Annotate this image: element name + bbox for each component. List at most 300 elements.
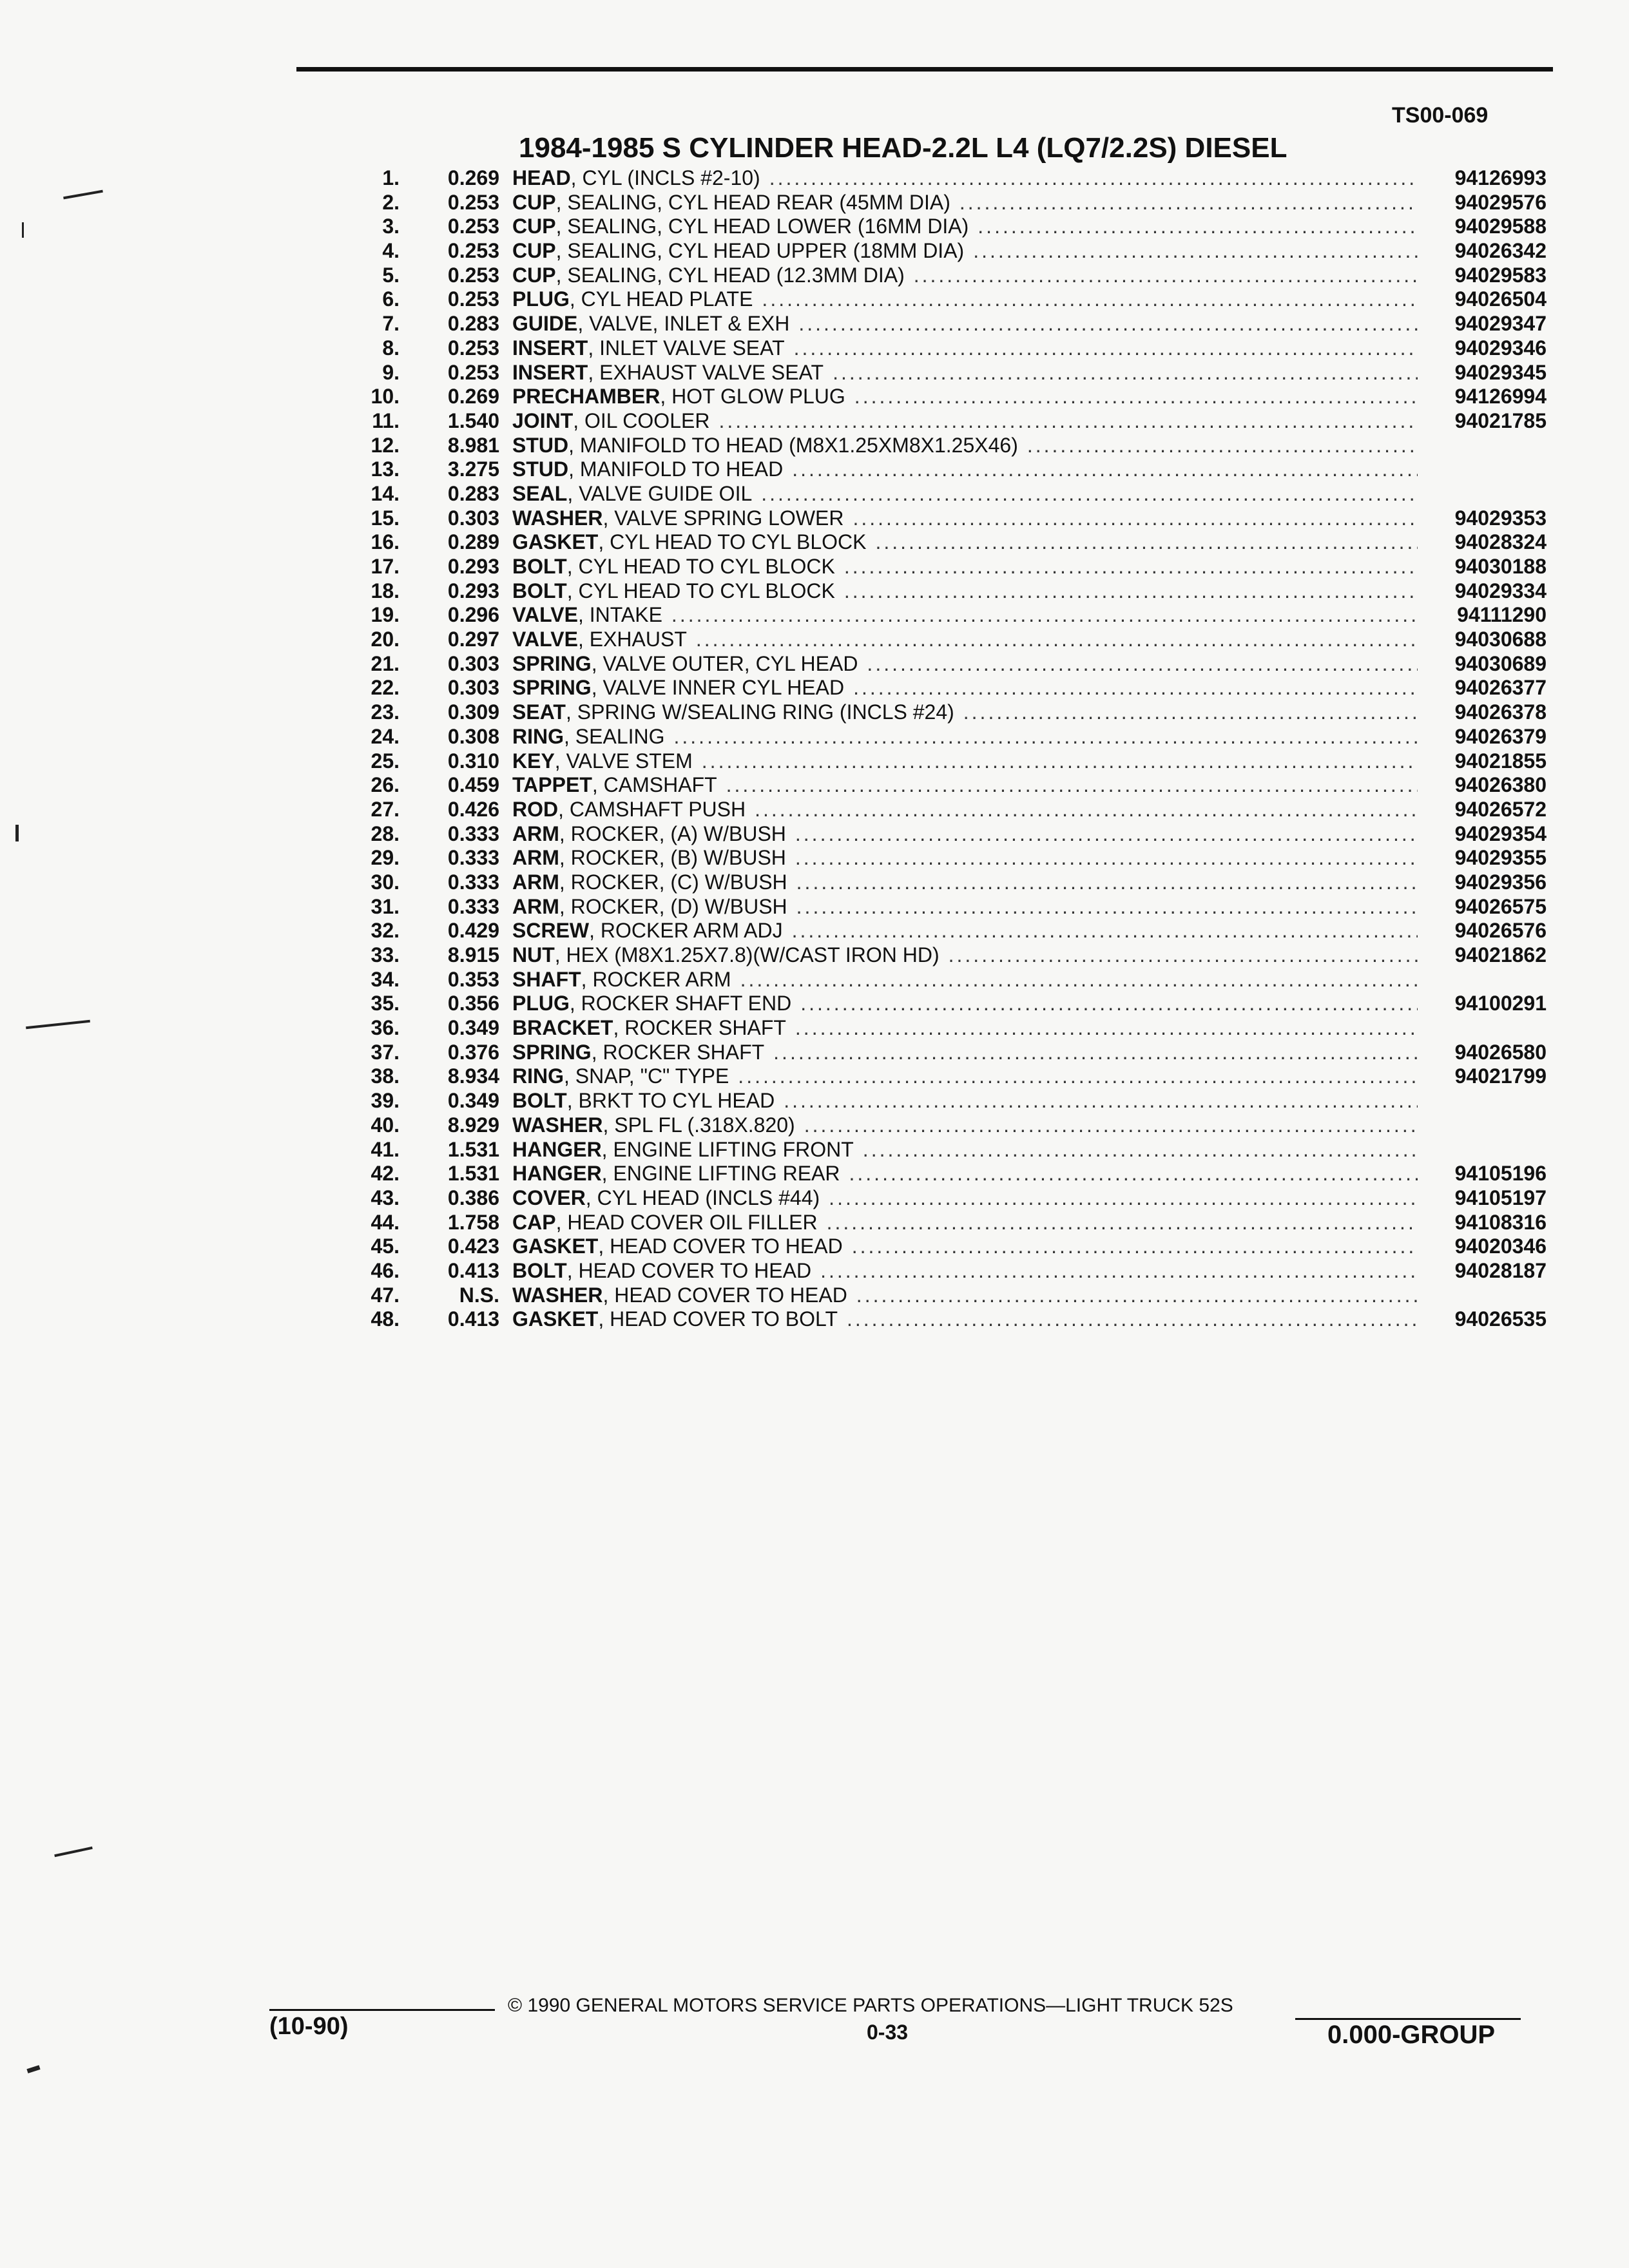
- item-number: 40.: [371, 1113, 400, 1137]
- part-detail: , HEAD COVER OIL FILLER: [555, 1210, 818, 1234]
- item-number: 12.: [371, 433, 400, 457]
- item-number: 27.: [371, 797, 400, 821]
- dot-leader: [853, 676, 1418, 700]
- part-number: 94029354: [1454, 822, 1547, 845]
- document-code: TS00-069: [1392, 103, 1489, 128]
- group-code: 0.283: [447, 481, 499, 505]
- group-code: 0.309: [447, 700, 499, 724]
- part-name: WASHER: [512, 506, 603, 530]
- item-number: 1.: [382, 166, 400, 189]
- group-code: 1.531: [447, 1162, 499, 1186]
- part-detail: , MANIFOLD TO HEAD: [568, 457, 784, 481]
- group-code: 0.353: [447, 967, 499, 991]
- parts-row: [335, 1186, 1547, 1211]
- dot-leader: [844, 579, 1418, 603]
- group-code: 0.333: [447, 870, 499, 894]
- part-name: SCREW: [512, 919, 590, 943]
- part-description: [512, 1089, 1418, 1113]
- parts-row: [335, 895, 1547, 919]
- part-description: [512, 555, 1418, 579]
- part-number: 94026576: [1454, 919, 1547, 943]
- part-name: RING: [512, 724, 564, 748]
- part-description: [512, 312, 1418, 336]
- item-number: 47.: [371, 1283, 400, 1307]
- part-detail: , SPRING W/SEALING RING (INCLS #24): [565, 700, 954, 724]
- parts-row: [335, 530, 1547, 555]
- item-number: 29.: [371, 846, 400, 870]
- parts-row: [335, 215, 1547, 239]
- revision-date: (10-90): [269, 2013, 349, 2040]
- part-number: 94111290: [1457, 603, 1547, 627]
- part-detail: , HEX (M8X1.25X7.8)(W/CAST IRON HD): [554, 943, 940, 966]
- part-description: [512, 1307, 1418, 1331]
- part-description: [512, 725, 1418, 749]
- scan-mark: [26, 1020, 90, 1029]
- part-number: 94029576: [1454, 190, 1547, 214]
- part-description: [512, 482, 1418, 506]
- parts-row: [335, 287, 1547, 312]
- part-number: 94021799: [1454, 1064, 1547, 1088]
- parts-row: [335, 870, 1547, 895]
- group-number: 0.000-GROUP: [1327, 2021, 1496, 2049]
- part-detail: , VALVE GUIDE OIL: [567, 481, 753, 505]
- item-number: 39.: [371, 1089, 400, 1113]
- item-number: 2.: [382, 190, 400, 214]
- parts-row: [335, 1162, 1547, 1186]
- scan-mark: [54, 1847, 93, 1857]
- dot-leader: [795, 846, 1418, 870]
- part-name: GASKET: [512, 1307, 599, 1331]
- dot-leader: [978, 215, 1418, 238]
- item-number: 16.: [371, 530, 400, 554]
- dot-leader: [853, 506, 1418, 530]
- part-name: VALVE: [512, 603, 578, 627]
- group-code: 0.349: [447, 1089, 499, 1113]
- part-name: COVER: [512, 1186, 586, 1209]
- item-number: 18.: [371, 579, 400, 602]
- part-name: BOLT: [512, 555, 567, 578]
- part-detail: , ROCKER ARM ADJ: [589, 919, 783, 943]
- top-rule: [296, 67, 1553, 72]
- group-code: 0.303: [447, 676, 499, 700]
- part-description: [512, 1041, 1418, 1064]
- part-detail: , SEALING: [564, 724, 665, 748]
- dot-leader: [794, 336, 1418, 360]
- item-number: 30.: [371, 870, 400, 894]
- part-detail: , ENGINE LIFTING REAR: [601, 1162, 840, 1186]
- group-code: 0.253: [447, 336, 499, 360]
- part-number: 94026342: [1454, 239, 1547, 263]
- part-description: [512, 992, 1418, 1015]
- part-number: 94100291: [1454, 992, 1547, 1015]
- dot-leader: [796, 895, 1418, 919]
- part-description: [512, 336, 1418, 360]
- part-number: 94105196: [1454, 1162, 1547, 1186]
- parts-row: [335, 628, 1547, 652]
- part-name: INSERT: [512, 336, 588, 360]
- dot-leader: [1027, 434, 1418, 457]
- part-detail: , VALVE INNER CYL HEAD: [591, 676, 845, 700]
- part-description: [512, 968, 1418, 992]
- item-number: 19.: [371, 603, 400, 627]
- dot-leader: [696, 628, 1418, 651]
- group-code: 0.333: [447, 822, 499, 845]
- part-name: CUP: [512, 263, 556, 287]
- parts-row: [335, 336, 1547, 361]
- parts-row: [335, 919, 1547, 943]
- part-name: ARM: [512, 822, 559, 845]
- item-number: 37.: [371, 1040, 400, 1064]
- part-detail: , HEAD COVER TO BOLT: [598, 1307, 838, 1331]
- part-description: [512, 846, 1418, 870]
- part-detail: , VALVE, INLET & EXH: [577, 312, 790, 336]
- part-description: [512, 700, 1418, 724]
- part-description: [512, 191, 1418, 215]
- scan-mark: [22, 222, 24, 238]
- item-number: 48.: [371, 1307, 400, 1331]
- group-code: 0.429: [447, 919, 499, 943]
- part-number: 94026535: [1454, 1307, 1547, 1331]
- part-name: ARM: [512, 870, 559, 894]
- group-code: 8.981: [447, 433, 499, 457]
- part-detail: , ROCKER, (B) W/BUSH: [559, 846, 786, 870]
- group-code: 0.269: [447, 385, 499, 408]
- parts-row: [335, 968, 1547, 992]
- part-number: 94029347: [1454, 312, 1547, 336]
- item-number: 4.: [382, 239, 400, 263]
- part-name: WASHER: [512, 1113, 603, 1137]
- part-description: [512, 434, 1418, 457]
- parts-row: [335, 409, 1547, 434]
- item-number: 24.: [371, 724, 400, 748]
- part-name: CUP: [512, 239, 556, 263]
- parts-row: [335, 506, 1547, 531]
- part-detail: , ROCKER SHAFT: [613, 1016, 786, 1040]
- part-number: 94029356: [1454, 870, 1547, 894]
- dot-leader: [875, 530, 1418, 554]
- part-number: 94026377: [1454, 676, 1547, 700]
- dot-leader: [674, 725, 1418, 749]
- item-number: 25.: [371, 749, 400, 773]
- part-number: 94026580: [1454, 1040, 1547, 1064]
- parts-row: [335, 1016, 1547, 1041]
- part-number: 94021862: [1454, 943, 1547, 966]
- dot-leader: [854, 385, 1418, 408]
- dot-leader: [829, 1186, 1418, 1210]
- part-name: SPRING: [512, 651, 592, 675]
- part-description: [512, 798, 1418, 822]
- parts-row: [335, 846, 1547, 870]
- part-name: HEAD: [512, 166, 571, 189]
- dot-leader: [959, 191, 1418, 215]
- part-description: [512, 579, 1418, 603]
- dot-leader: [914, 264, 1418, 287]
- parts-row: [335, 482, 1547, 506]
- group-code: 1.531: [447, 1137, 499, 1161]
- group-code: 1.758: [447, 1210, 499, 1234]
- part-description: [512, 1283, 1418, 1307]
- dot-leader: [761, 482, 1418, 506]
- part-number: 94126994: [1454, 385, 1547, 408]
- parts-row: [335, 652, 1547, 677]
- group-code: 0.283: [447, 312, 499, 336]
- group-code: 0.386: [447, 1186, 499, 1209]
- dot-leader: [718, 409, 1418, 433]
- group-code: 0.269: [447, 166, 499, 189]
- dot-leader: [863, 1138, 1418, 1162]
- part-detail: , CYL HEAD PLATE: [569, 287, 753, 311]
- item-number: 31.: [371, 894, 400, 918]
- part-name: GASKET: [512, 530, 599, 554]
- dot-leader: [795, 822, 1418, 846]
- group-code: 0.253: [447, 360, 499, 384]
- part-description: [512, 409, 1418, 433]
- part-detail: , CYL HEAD (INCLS #44): [585, 1186, 820, 1209]
- group-code: 0.349: [447, 1016, 499, 1040]
- part-name: SEAT: [512, 700, 566, 724]
- dot-leader: [795, 1016, 1418, 1040]
- part-detail: , ROCKER SHAFT END: [569, 992, 792, 1015]
- item-number: 6.: [382, 287, 400, 311]
- part-name: BOLT: [512, 579, 567, 602]
- page-title: 1984-1985 S CYLINDER HEAD-2.2L L4 (LQ7/2.2S) DIESEL: [519, 132, 1287, 164]
- part-name: PLUG: [512, 287, 570, 311]
- parts-row: [335, 725, 1547, 749]
- scan-mark: [15, 825, 19, 841]
- parts-row: [335, 555, 1547, 579]
- group-code: 0.289: [447, 530, 499, 554]
- part-name: CUP: [512, 190, 556, 214]
- item-number: 26.: [371, 773, 400, 797]
- part-name: BOLT: [512, 1089, 567, 1113]
- dot-leader: [847, 1307, 1418, 1331]
- part-number: 94126993: [1454, 166, 1547, 189]
- part-description: [512, 287, 1418, 311]
- item-number: 22.: [371, 676, 400, 700]
- dot-leader: [796, 870, 1418, 894]
- copyright-notice: © 1990 GENERAL MOTORS SERVICE PARTS OPERATIONS—LIGHT TRUCK 52S: [508, 1995, 1233, 2016]
- part-description: [512, 943, 1418, 967]
- part-description: [512, 385, 1418, 408]
- parts-row: [335, 1283, 1547, 1308]
- part-description: [512, 773, 1418, 797]
- dot-leader: [792, 457, 1418, 481]
- dot-leader: [671, 603, 1418, 627]
- group-code: 0.356: [447, 992, 499, 1015]
- group-code: 0.333: [447, 894, 499, 918]
- dot-leader: [963, 700, 1418, 724]
- part-description: [512, 822, 1418, 846]
- group-code: 0.253: [447, 190, 499, 214]
- item-number: 34.: [371, 967, 400, 991]
- part-detail: , HEAD COVER TO HEAD: [602, 1283, 847, 1307]
- item-number: 8.: [382, 336, 400, 360]
- item-number: 10.: [371, 385, 400, 408]
- item-number: 15.: [371, 506, 400, 530]
- part-number: 94029588: [1454, 215, 1547, 238]
- part-name: CUP: [512, 215, 556, 238]
- group-code: 0.376: [447, 1040, 499, 1064]
- part-name: BOLT: [512, 1258, 567, 1282]
- part-name: HANGER: [512, 1137, 602, 1161]
- part-description: [512, 1186, 1418, 1210]
- part-description: [512, 506, 1418, 530]
- part-number: 94026378: [1454, 700, 1547, 724]
- part-detail: , CYL HEAD TO CYL BLOCK: [566, 555, 835, 578]
- parts-row: [335, 676, 1547, 700]
- part-detail: , EXHAUST VALVE SEAT: [588, 360, 824, 384]
- parts-row: [335, 992, 1547, 1016]
- part-description: [512, 1259, 1418, 1283]
- part-number: 94026380: [1454, 773, 1547, 797]
- part-detail: , HEAD COVER TO HEAD: [566, 1258, 812, 1282]
- part-description: [512, 239, 1418, 263]
- scan-mark: [26, 2065, 40, 2073]
- dot-leader: [867, 652, 1418, 676]
- part-name: SHAFT: [512, 967, 581, 991]
- part-description: [512, 603, 1418, 627]
- part-name: INSERT: [512, 360, 588, 384]
- parts-row: [335, 1089, 1547, 1113]
- part-number: 94029345: [1454, 360, 1547, 384]
- parts-row: [335, 385, 1547, 409]
- parts-row: [335, 1211, 1547, 1235]
- dot-leader: [800, 992, 1418, 1015]
- part-name: STUD: [512, 457, 569, 481]
- part-name: ARM: [512, 894, 559, 918]
- part-name: SPRING: [512, 1040, 592, 1064]
- part-name: PLUG: [512, 992, 570, 1015]
- part-number: 94029346: [1454, 336, 1547, 360]
- part-name: NUT: [512, 943, 555, 966]
- part-number: 94026379: [1454, 724, 1547, 748]
- item-number: 33.: [371, 943, 400, 966]
- dot-leader: [849, 1162, 1418, 1186]
- part-number: 94030689: [1454, 651, 1547, 675]
- parts-row: [335, 434, 1547, 458]
- part-detail: , CYL (INCLS #2-10): [570, 166, 760, 189]
- dot-leader: [773, 1041, 1418, 1064]
- item-number: 28.: [371, 822, 400, 845]
- item-number: 44.: [371, 1210, 400, 1234]
- dot-leader: [702, 749, 1418, 773]
- group-code: N.S.: [459, 1283, 499, 1307]
- part-detail: , SNAP, "C" TYPE: [564, 1064, 729, 1088]
- group-code: 0.253: [447, 215, 499, 238]
- part-description: [512, 1138, 1418, 1162]
- dot-leader: [738, 1064, 1418, 1088]
- part-detail: , SPL FL (.318X.820): [602, 1113, 795, 1137]
- dot-leader: [804, 1113, 1418, 1137]
- item-number: 5.: [382, 263, 400, 287]
- part-name: ARM: [512, 846, 559, 870]
- part-number: 94030688: [1454, 628, 1547, 651]
- part-detail: , MANIFOLD TO HEAD (M8X1.25XM8X1.25X46): [568, 433, 1018, 457]
- parts-row: [335, 1041, 1547, 1065]
- item-number: 42.: [371, 1162, 400, 1186]
- part-detail: , OIL COOLER: [573, 408, 710, 432]
- part-detail: , ROCKER, (A) W/BUSH: [559, 822, 786, 845]
- group-code: 0.253: [447, 263, 499, 287]
- footer-rule-right: [1295, 2018, 1521, 2020]
- group-code: 0.423: [447, 1235, 499, 1258]
- part-name: KEY: [512, 749, 555, 773]
- part-detail: , INTAKE: [577, 603, 662, 627]
- group-code: 0.297: [447, 628, 499, 651]
- part-description: [512, 652, 1418, 676]
- part-number: 94026575: [1454, 894, 1547, 918]
- part-name: TAPPET: [512, 773, 592, 797]
- part-number: 94021785: [1454, 408, 1547, 432]
- part-detail: , SEALING, CYL HEAD REAR (45MM DIA): [555, 190, 950, 214]
- dot-leader: [798, 312, 1418, 336]
- item-number: 36.: [371, 1016, 400, 1040]
- part-detail: , ENGINE LIFTING FRONT: [601, 1137, 854, 1161]
- part-name: ROD: [512, 797, 559, 821]
- group-code: 0.303: [447, 506, 499, 530]
- dot-leader: [820, 1259, 1418, 1283]
- part-detail: , INLET VALVE SEAT: [588, 336, 785, 360]
- dot-leader: [833, 361, 1418, 385]
- parts-row: [335, 822, 1547, 847]
- group-code: 8.934: [447, 1064, 499, 1088]
- part-detail: , ROCKER SHAFT: [591, 1040, 765, 1064]
- item-number: 17.: [371, 555, 400, 578]
- part-name: HANGER: [512, 1162, 602, 1186]
- dot-leader: [762, 287, 1418, 311]
- parts-row: [335, 191, 1547, 215]
- part-description: [512, 1064, 1418, 1088]
- part-description: [512, 457, 1418, 481]
- item-number: 9.: [382, 360, 400, 384]
- part-number: 94029355: [1454, 846, 1547, 870]
- item-number: 43.: [371, 1186, 400, 1209]
- part-number: 94020346: [1454, 1235, 1547, 1258]
- item-number: 38.: [371, 1064, 400, 1088]
- item-number: 14.: [371, 481, 400, 505]
- parts-row: [335, 312, 1547, 336]
- part-detail: , SEALING, CYL HEAD LOWER (16MM DIA): [555, 215, 969, 238]
- item-number: 35.: [371, 992, 400, 1015]
- part-name: STUD: [512, 433, 569, 457]
- group-code: 0.413: [447, 1307, 499, 1331]
- part-detail: , SEALING, CYL HEAD (12.3MM DIA): [555, 263, 905, 287]
- dot-leader: [856, 1283, 1418, 1307]
- part-detail: , VALVE SPRING LOWER: [602, 506, 844, 530]
- parts-row: [335, 749, 1547, 774]
- parts-row: [335, 603, 1547, 628]
- dot-leader: [792, 919, 1418, 943]
- group-code: 0.293: [447, 579, 499, 602]
- part-number: 94030188: [1454, 555, 1547, 578]
- dot-leader: [827, 1211, 1418, 1235]
- dot-leader: [784, 1089, 1418, 1113]
- item-number: 45.: [371, 1235, 400, 1258]
- part-detail: , CYL HEAD TO CYL BLOCK: [566, 579, 835, 602]
- group-code: 0.426: [447, 797, 499, 821]
- dot-leader: [844, 555, 1418, 579]
- parts-row: [335, 361, 1547, 385]
- part-name: JOINT: [512, 408, 574, 432]
- parts-row: [335, 457, 1547, 482]
- part-description: [512, 628, 1418, 651]
- dot-leader: [973, 239, 1418, 263]
- part-number: 94029334: [1454, 579, 1547, 602]
- part-description: [512, 1113, 1418, 1137]
- item-number: 41.: [371, 1137, 400, 1161]
- group-code: 0.253: [447, 239, 499, 263]
- parts-row: [335, 239, 1547, 264]
